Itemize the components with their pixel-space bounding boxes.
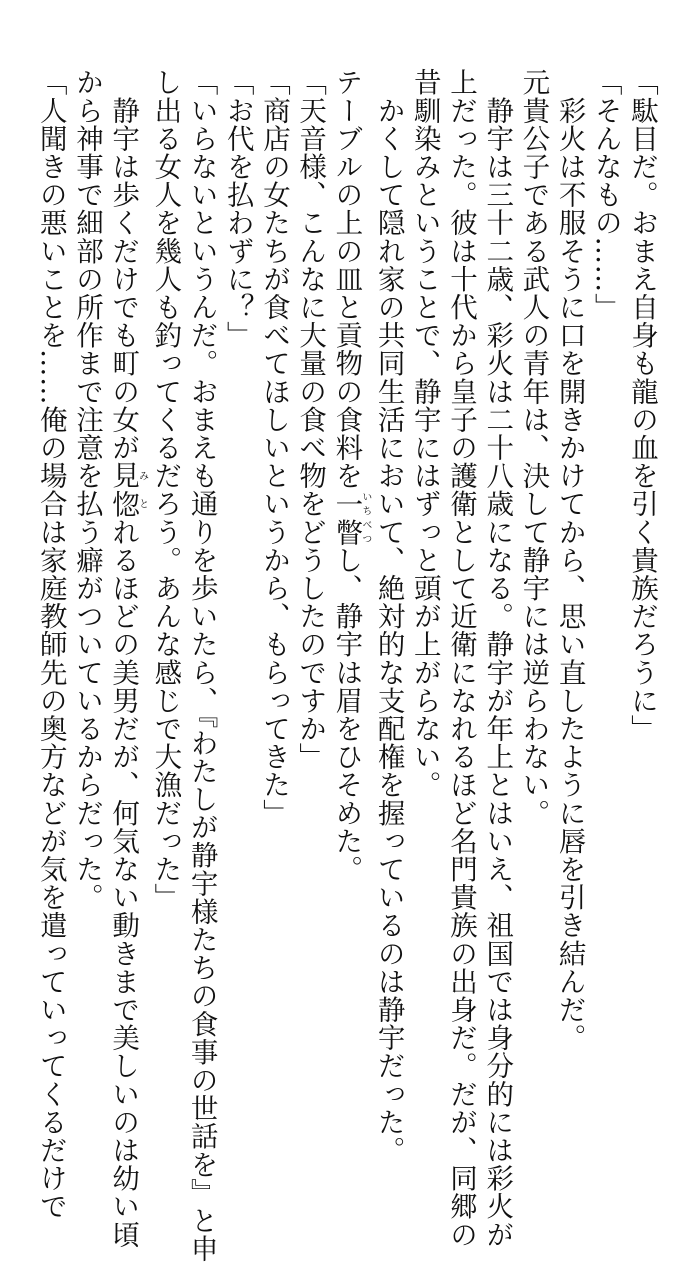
ruby-base: 一瞥 bbox=[330, 489, 363, 546]
text-line: 「天音様、こんなに大量の食べ物をどうしたのですか」 bbox=[294, 68, 327, 771]
text-line: 「人聞きの悪いことを……俺の場合は家庭教師先の奥方などが気を遣っていってくるだけで bbox=[34, 68, 67, 1221]
text-line: 元貴公子である武人の青年は、決して静宇には逆らわない。 bbox=[517, 68, 550, 827]
ruby-word bbox=[107, 489, 148, 518]
vertical-text-body bbox=[33, 68, 660, 1263]
text-line-with-ruby bbox=[105, 68, 148, 1249]
text-line: 彩火は不服そうに口を開きかけてから、思い直したように唇を引き結んだ。 bbox=[553, 68, 586, 1052]
line-text-before: テーブルの上の皿と貢物の食料を bbox=[330, 68, 363, 490]
text-line: 「商店の女たちが食べてほしいというから、もらってきた」 bbox=[257, 68, 290, 827]
text-line-with-ruby bbox=[328, 68, 370, 958]
text-line: かくして隠れ家の共同生活において、絶対的な支配権を握っているのは静宇だった。 bbox=[372, 68, 405, 1164]
ruby-reading: と bbox=[136, 489, 148, 518]
text-line: 「駄目だ。おまえ自身も龍の血を引く貴族だろうに」 bbox=[626, 68, 658, 743]
ruby-word bbox=[330, 489, 371, 546]
text-line: 上だった。彼は十代から皇子の護衛として近衛になれるほど名門貴族の出身だ。だが、同郷の bbox=[444, 68, 477, 1249]
ruby-base: 惚 bbox=[107, 489, 140, 518]
text-line: 静宇は三十二歳、彩火は二十八歳になる。静宇が年上とはいえ、祖国では身分的には彩火が bbox=[481, 68, 514, 1249]
line-text-after: し、静宇は眉をひそめた。 bbox=[330, 545, 363, 883]
text-line: 「そんなもの……」 bbox=[589, 68, 622, 321]
text-line: から神事で細部の所作まで注意を払う癖がついているからだった。 bbox=[70, 68, 103, 911]
text-line: 「お代を払わずに？」 bbox=[221, 68, 254, 349]
line-text-after: れるほどの美男だが、何気ない動きまで美しいのは幼い頃 bbox=[107, 517, 140, 1249]
text-line: 「いらないというんだ。おまえも通りを歩いたら、『わたしが静宇様たちの食事の世話を』と申 bbox=[185, 68, 218, 1263]
ruby-base: 見 bbox=[107, 461, 140, 490]
text-line: し出る女人を幾人も釣ってくるだろう。あんな感じで大漁だった」 bbox=[149, 68, 182, 911]
ruby-reading: み bbox=[136, 461, 148, 490]
ruby-reading: いちべつ bbox=[359, 489, 371, 546]
line-text-before: 静宇は歩くだけでも町の女が bbox=[107, 68, 140, 462]
ruby-word bbox=[107, 461, 148, 490]
text-line: 昔馴染みということで、静宇にはずっと頭が上がらない。 bbox=[408, 68, 441, 799]
